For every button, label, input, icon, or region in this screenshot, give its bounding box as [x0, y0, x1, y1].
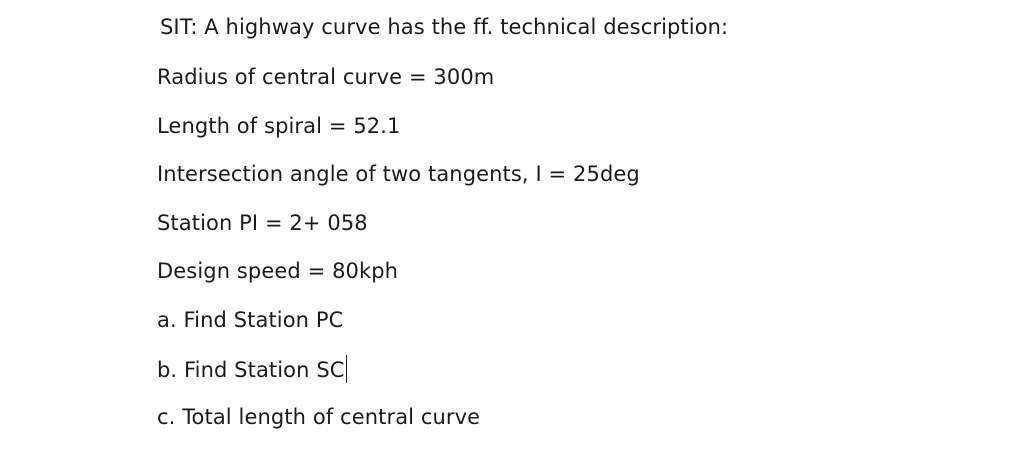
design-speed-line: Design speed = 80kph [157, 259, 399, 283]
intersection-angle-line: Intersection angle of two tangents, I = 25deg [157, 162, 640, 186]
question-b-row [157, 355, 347, 383]
question-b: b. Find Station SC [157, 358, 345, 382]
question-a: a. Find Station PC [157, 308, 344, 332]
text-cursor [346, 355, 347, 383]
spiral-length-line: Length of spiral = 52.1 [157, 114, 401, 138]
radius-line: Radius of central curve = 300m [157, 65, 495, 89]
station-pi-line: Station PI = 2+ 058 [157, 211, 368, 235]
question-c: c. Total length of central curve [157, 405, 481, 429]
problem-heading: SIT: A highway curve has the ff. technical description: [160, 15, 729, 39]
